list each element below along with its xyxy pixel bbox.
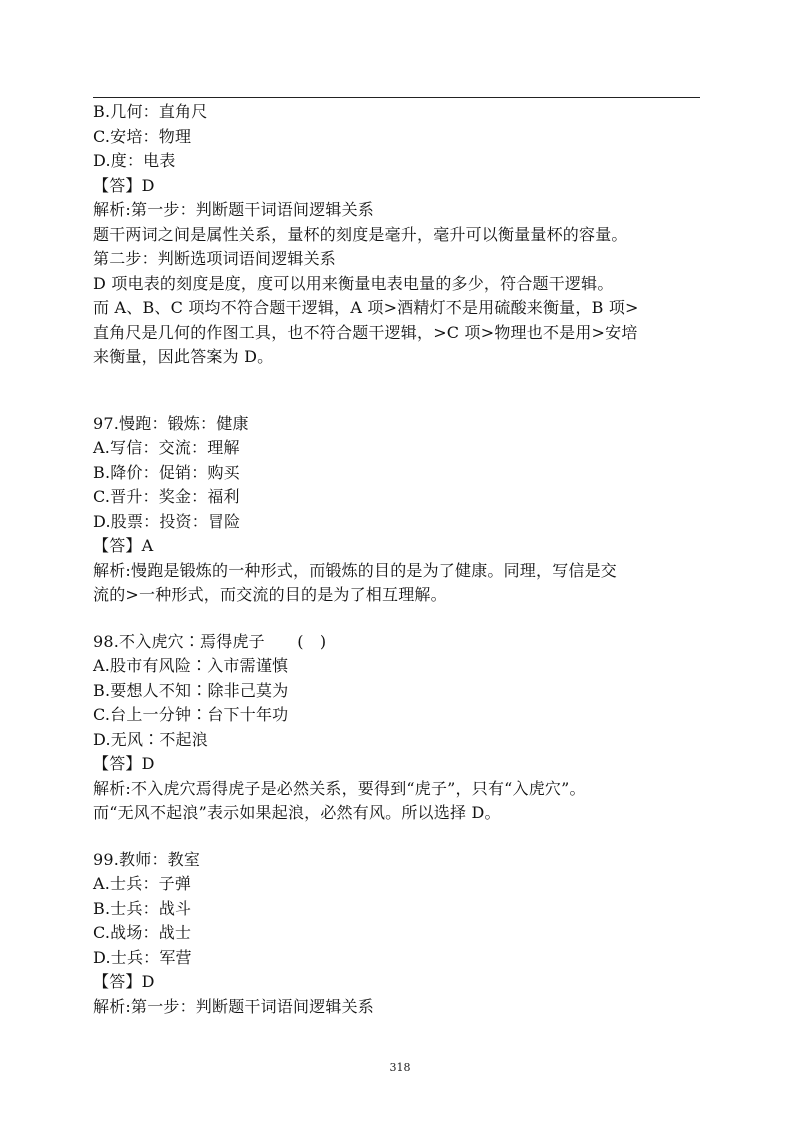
option-b: B.几何：直角尺 [93,102,208,121]
spacer [93,608,703,630]
answer: 【答】D [93,754,155,773]
option-b: B.士兵：战斗 [93,898,192,918]
option-c: C.晋升：奖金：福利 [93,487,240,506]
option-d: D.无风∶不起浪 [93,729,208,749]
explanation-line: 来衡量，因此答案为 D。 [93,347,274,366]
explanation-line: 题干两词之间是属性关系，量杯的刻度是毫升，毫升可以衡量量杯的容量。 [93,224,628,244]
question-99 [93,848,703,1020]
answer: 【答】A [93,536,154,555]
option-c: C.台上一分钟∶台下十年功 [93,705,289,724]
explanation-line: 解析:不入虎穴焉得虎子是必然关系，要得到“虎子”，只有“入虎穴”。 [93,778,586,798]
option-b: B.降价：促销：购买 [93,462,240,482]
answer: 【答】D [93,972,155,991]
explanation-line: 直角尺是几何的作图工具，也不符合题干逻辑，>C 项>物理也不是用>安培 [93,322,638,342]
option-a: A.股市有风险∶入市需谨慎 [93,656,289,675]
question-97 [93,412,703,608]
explanation-line: D 项电表的刻度是度，度可以用来衡量电表电量的多少，符合题干逻辑。 [93,273,614,293]
option-b: B.要想人不知∶除非己莫为 [93,680,289,700]
page-number: 318 [389,1061,411,1074]
option-d: D.士兵：军营 [93,947,192,967]
option-a: A.士兵：子弹 [93,874,192,893]
question-stem: 98.不入虎穴∶焉得虎子 ( ) [93,631,327,651]
explanation-line: 流的>一种形式，而交流的目的是为了相互理解。 [93,585,447,604]
page-content [93,100,703,1019]
spacer [93,370,703,412]
explanation-line: 解析:第一步：判断题干词语间逻辑关系 [93,200,374,219]
header-rule [93,97,700,98]
option-c: C.安培：物理 [93,126,192,146]
explanation-line: 第二步：判断选项词语间逻辑关系 [93,249,337,268]
spacer [93,826,703,848]
explanation-line: 解析:第一步：判断题干词语间逻辑关系 [93,996,374,1016]
answer: 【答】D [93,175,155,195]
explanation-line: 而 A、B、C 项均不符合题干逻辑，A 项>酒精灯不是用硫酸来衡量，B 项> [93,298,639,317]
option-d: D.股票：投资：冒险 [93,511,241,531]
option-a: A.写信：交流：理解 [93,438,240,457]
question-98 [93,630,703,826]
question-96 [93,100,703,370]
option-c: C.战场：战士 [93,923,192,942]
explanation-line: 而“无风不起浪”表示如果起浪，必然有风。所以选择 D。 [93,803,501,822]
question-stem: 99.教师：教室 [93,849,201,869]
option-d: D.度：电表 [93,151,176,170]
explanation-line: 解析:慢跑是锻炼的一种形式，而锻炼的目的是为了健康。同理，写信是交 [93,560,617,580]
question-stem: 97.慢跑：锻炼：健康 [93,413,249,433]
